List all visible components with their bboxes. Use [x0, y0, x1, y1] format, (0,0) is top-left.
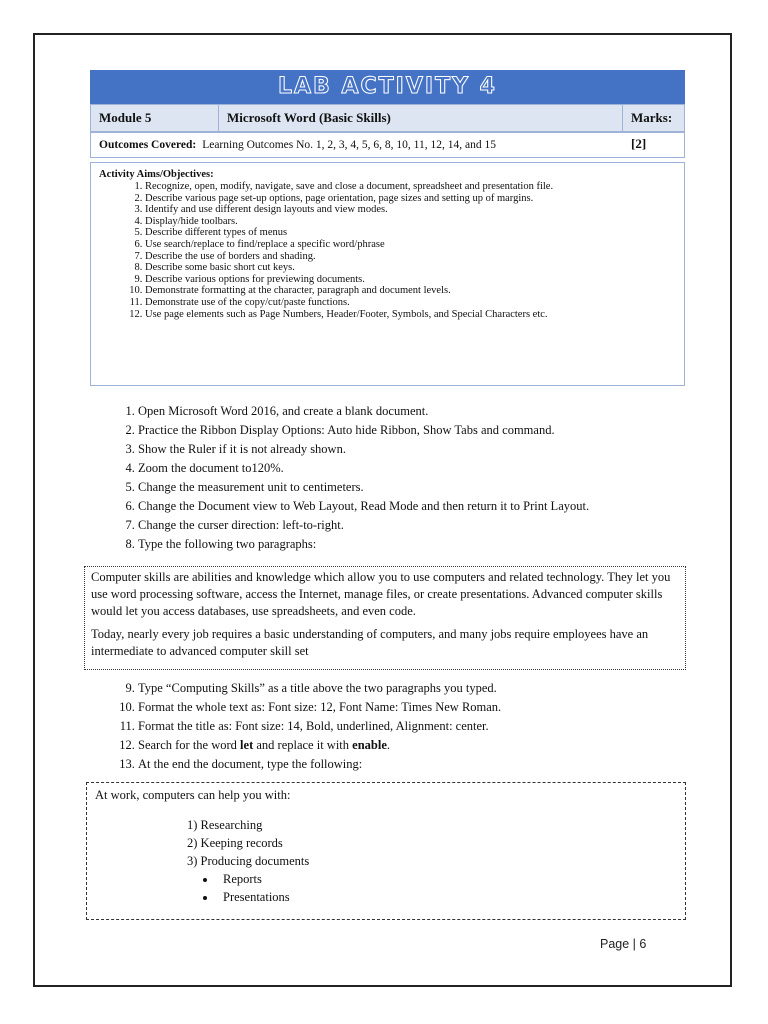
- aim-item: 9. Describe various options for previewing documents.: [145, 274, 676, 286]
- numbered-item: 2) Keeping records: [187, 836, 283, 850]
- aims-objectives-box: [90, 162, 685, 386]
- word-enable: enable: [352, 738, 387, 752]
- aims-title: Activity Aims/Objectives:: [99, 169, 214, 180]
- paragraph-2: Today, nearly every job requires a basic understanding of computers, and many jobs require employees have an intermediate to advanced computer skill set: [91, 627, 649, 658]
- step-item: 2. Practice the Ribbon Display Options: Auto hide Ribbon, Show Tabs and command.: [138, 421, 692, 440]
- paragraphs-box: [84, 566, 686, 670]
- steps-section: [112, 402, 692, 554]
- aim-item: 1. Recognize, open, modify, navigate, save and close a document, spreadsheet and presentation file.: [145, 181, 676, 193]
- end-intro: At work, computers can help you with:: [95, 788, 291, 802]
- step-text: and replace it with: [253, 738, 353, 752]
- steps-section-2: [112, 679, 692, 774]
- step-item: 10. Format the whole text as: Font size: 12, Font Name: Times New Roman.: [138, 698, 692, 717]
- aim-item: 4. Display/hide toolbars.: [145, 216, 676, 228]
- end-content-box: [86, 782, 686, 920]
- steps-list: [112, 402, 692, 554]
- bullet-item: • Reports: [217, 870, 677, 888]
- step-item: 4. Zoom the document to120%.: [138, 459, 692, 478]
- course-cell: Microsoft Word (Basic Skills): [219, 105, 623, 131]
- lab-activity-title: LAB ACTIVITY 4: [90, 70, 685, 104]
- marks-cell: Marks: [2]: [631, 110, 673, 151]
- step-text: Search for the word: [138, 738, 241, 752]
- numbered-item: 1) Researching: [187, 818, 263, 832]
- aim-item: 10. Demonstrate formatting at the character, paragraph and document levels.: [145, 285, 676, 297]
- aim-item: 11. Demonstrate use of the copy/cut/paste functions.: [145, 297, 676, 309]
- aim-item: 8. Describe some basic short cut keys.: [145, 262, 676, 274]
- step-item: 5. Change the measurement unit to centimeters.: [138, 478, 692, 497]
- step-item: 8. Type the following two paragraphs:: [138, 535, 692, 554]
- aims-list: [99, 181, 676, 320]
- steps-list-2: [112, 679, 692, 774]
- outcomes-label: Outcomes Covered:: [99, 139, 197, 151]
- numbered-item: [187, 852, 677, 906]
- aim-item: 7. Describe the use of borders and shading.: [145, 251, 676, 263]
- step-item: 9. Type “Computing Skills” as a title above the two paragraphs you typed.: [138, 679, 692, 698]
- step-item: 6. Change the Document view to Web Layout, Read Mode and then return it to Print Layout.: [138, 497, 692, 516]
- outcomes-text: Learning Outcomes No. 1, 2, 3, 4, 5, 6, 8, 10, 11, 12, 14, and 15: [202, 139, 496, 151]
- step-item: 1. Open Microsoft Word 2016, and create a blank document.: [138, 402, 692, 421]
- aim-item: 6. Use search/replace to find/replace a specific word/phrase: [145, 239, 676, 251]
- step-text: .: [386, 738, 391, 752]
- aim-item: 5. Describe different types of menus: [145, 227, 676, 239]
- step-item: 13. At the end the document, type the following:: [138, 755, 692, 774]
- page-number: Page | 6: [600, 937, 647, 951]
- aim-item: 2. Describe various page set-up options, page orientation, page sizes and setting up of margins.: [145, 193, 676, 205]
- step-item: 11. Format the title as: Font size: 14, Bold, underlined, Alignment: center.: [138, 717, 692, 736]
- bullet-item: • Presentations: [217, 888, 677, 906]
- end-bullet-list: [187, 870, 677, 906]
- end-numbered-list: [95, 816, 677, 906]
- outcomes-row: [90, 132, 685, 158]
- step-item: 7. Change the curser direction: left-to-right.: [138, 516, 692, 535]
- paragraph-1: Computer skills are abilities and knowledge which allow you to use computers and related technology. They let you use word processing software, access the Internet, manage files, or create presentations. Advanced computer skills would let you access databases, use spreadsheets, and even code.: [91, 570, 671, 618]
- step-item: 3. Show the Ruler if it is not already shown.: [138, 440, 692, 459]
- aim-item: 3. Identify and use different design layouts and view modes.: [145, 204, 676, 216]
- numbered-item-text: 3) Producing documents: [187, 854, 310, 868]
- word-let: let: [240, 738, 254, 752]
- module-cell: Module 5: [91, 105, 219, 131]
- aim-item: 12. Use page elements such as Page Numbers, Header/Footer, Symbols, and Special Characters etc.: [145, 309, 676, 321]
- step-item: [138, 736, 692, 755]
